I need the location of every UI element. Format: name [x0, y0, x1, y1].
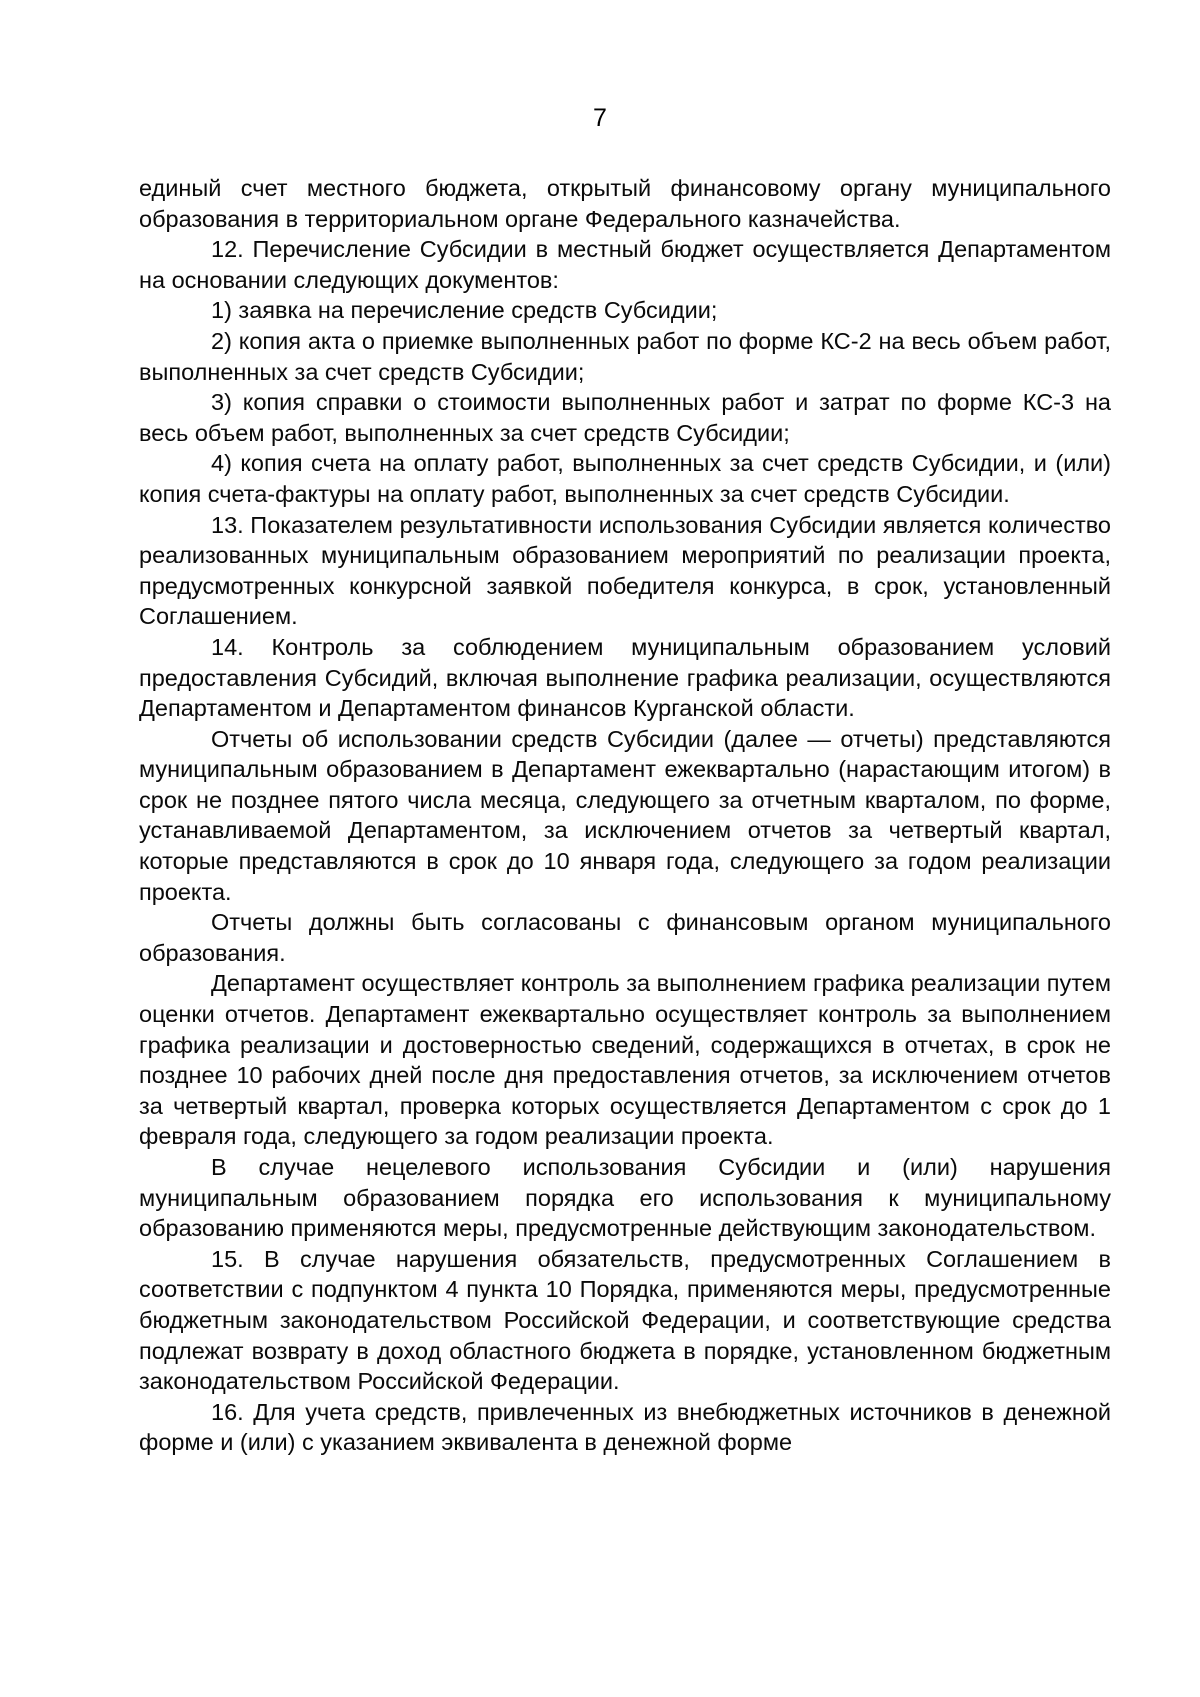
paragraph-reports-agreement: Отчеты должны быть согласованы с финансовым органом муниципального образования.	[139, 909, 1111, 966]
list-item-3: 3) копия справки о стоимости выполненных работ и затрат по форме КС-3 на весь объем работ, выполненных за счет средств Субсидии;	[139, 389, 1111, 446]
paragraph-continuation: единый счет местного бюджета, открытый финансовому органу муниципального образования в территориальном органе Федерального казначейства.	[139, 175, 1111, 232]
paragraph-13: 13. Показателем результативности использования Субсидии является количество реализованных муниципальным образованием мероприятий по реализации проекта, предусмотренных конкурсной заявкой победителя конкурса, в срок, установленный Соглашением.	[139, 511, 1111, 630]
paragraph-reports: Отчеты об использовании средств Субсидии (далее — отчеты) представляются муниципальным образованием в Департамент ежеквартально (нарастающим итогом) в срок не позднее пятого числа месяца, следующего за отчетным кварталом, по форме, устанавливаемой Департаментом, за исключением отчетов за четвертый квартал, которые представляются в срок до 10 января года, следующего за годом реализации проекта.	[139, 725, 1111, 905]
list-item-2: 2) копия акта о приемке выполненных работ по форме КС-2 на весь объем работ, выполненных за счет средств Субсидии;	[139, 327, 1111, 385]
paragraph-14: 14. Контроль за соблюдением муниципальным образованием условий предоставления Субсидий, включая выполнение графика реализации, осуществляются Департаментом и Департаментом финансов Курганской области.	[139, 633, 1111, 722]
document-body	[139, 173, 1111, 1458]
paragraph-12: 12. Перечисление Субсидии в местный бюджет осуществляется Департаментом на основании следующих документов:	[139, 236, 1111, 293]
list-item-1: 1) заявка на перечисление средств Субсидии;	[211, 297, 718, 324]
paragraph-15: 15. В случае нарушения обязательств, предусмотренных Соглашением в соответствии с подпунктом 4 пункта 10 Порядка, применяются меры, предусмотренные бюджетным законодательством Российской Федерации, и соответствующие средства подлежат возврату в доход областного бюджета в порядке, установленном бюджетным законодательством Российской Федерации.	[139, 1245, 1111, 1395]
page-number: 7	[593, 104, 607, 132]
paragraph-control: Департамент осуществляет контроль за выполнением графика реализации путем оценки отчетов. Департамент ежеквартально осуществляет контроль за выполнением графика реализации и достоверностью сведений, содержащихся в отчетах, в срок не позднее 10 рабочих дней после дня предоставления отчетов, за исключением отчетов за четвертый квартал, проверка которых осуществляется Департаментом с срок до 1 февраля года, следующего за годом реализации проекта.	[139, 970, 1111, 1150]
paragraph-misuse: В случае нецелевого использования Субсидии и (или) нарушения муниципальным образованием порядка его использования к муниципальному образованию применяются меры, предусмотренные действующим законодательством.	[139, 1154, 1111, 1242]
paragraph-16: 16. Для учета средств, привлеченных из внебюджетных источников в денежной форме и (или) с указанием эквивалента в денежной форме	[139, 1398, 1111, 1456]
list-item-4: 4) копия счета на оплату работ, выполненных за счет средств Субсидии, и (или) копия счета-фактуры на оплату работ, выполненных за счет средств Субсидии.	[139, 450, 1111, 507]
